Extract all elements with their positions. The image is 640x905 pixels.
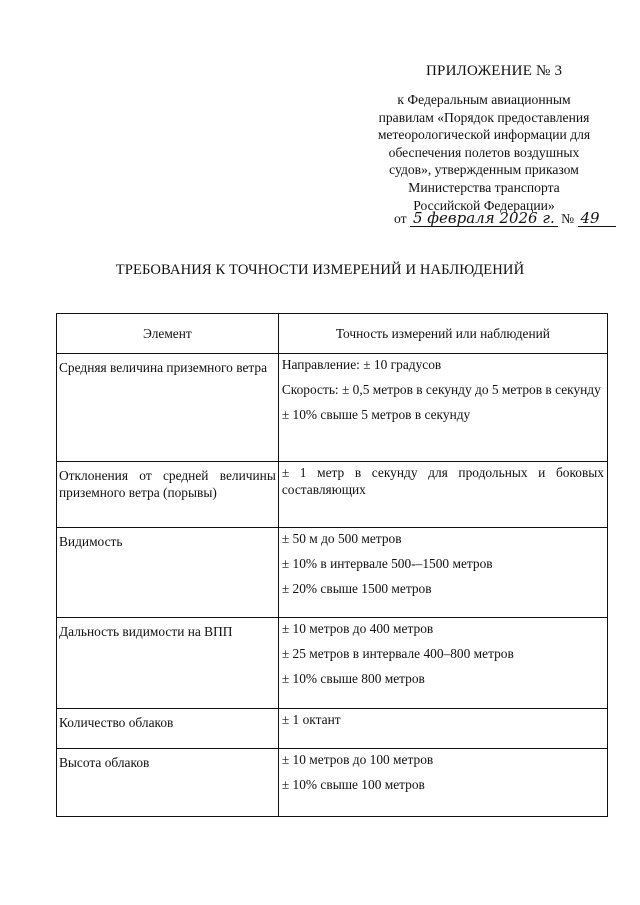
accuracy-cell	[278, 709, 607, 749]
accuracy-table	[56, 313, 608, 817]
accuracy-value: ± 10% в интервале 500-–1500 метров	[281, 556, 493, 571]
element-cell: Дальность видимости на ВПП	[57, 618, 279, 709]
from-prefix: от	[394, 211, 407, 226]
handwritten-date: 5 февраля 2026 г.	[410, 211, 558, 227]
accuracy-value: ± 10% свыше 100 метров	[281, 777, 425, 792]
handwritten-number: 49	[578, 211, 616, 227]
table-row	[57, 618, 608, 709]
appendix-title: ПРИЛОЖЕНИЕ № 3	[426, 63, 563, 79]
table-row	[57, 749, 608, 817]
accuracy-cell	[278, 618, 607, 709]
order-date-number	[394, 211, 616, 227]
appendix-line: метеорологической информации для	[377, 127, 591, 143]
element-cell: Количество облаков	[57, 709, 279, 749]
accuracy-cell	[278, 749, 607, 817]
appendix-reference	[360, 91, 608, 214]
table-row	[57, 528, 608, 618]
appendix-line: судов», утвержденным приказом	[389, 162, 579, 178]
document-title: ТРЕБОВАНИЯ К ТОЧНОСТИ ИЗМЕРЕНИЙ И НАБЛЮДЕНИЙ	[115, 262, 525, 278]
accuracy-value: ± 50 м до 500 метров	[281, 531, 402, 546]
element-cell: Средняя величина приземного ветра	[57, 354, 279, 462]
accuracy-cell	[278, 528, 607, 618]
element-cell: Видимость	[57, 528, 279, 618]
table-row	[57, 462, 608, 528]
accuracy-value: Направление: ± 10 градусов	[281, 357, 442, 372]
table-header-row	[57, 314, 608, 354]
appendix-line: правилам «Порядок предоставления	[378, 109, 590, 125]
accuracy-value: ± 10% свыше 800 метров	[281, 671, 425, 686]
table-row	[57, 709, 608, 749]
header-element: Элемент	[57, 314, 279, 354]
accuracy-cell	[278, 462, 607, 528]
accuracy-value: ± 20% свыше 1500 метров	[281, 581, 432, 596]
appendix-line: обеспечения полетов воздушных	[388, 144, 580, 160]
accuracy-value: ± 1 метр в секунду для продольных и боковых составляющих	[281, 465, 604, 497]
appendix-line: к Федеральным авиационным	[397, 92, 571, 107]
element-cell: Отклонения от средней величины приземного ветра (порывы)	[57, 462, 279, 528]
header-accuracy: Точность измерений или наблюдений	[278, 314, 607, 354]
appendix-line: Министерства транспорта	[408, 179, 560, 195]
number-prefix: №	[561, 211, 575, 226]
appendix-line: Российской Федерации»	[413, 197, 555, 213]
accuracy-value: ± 10 метров до 400 метров	[281, 621, 434, 636]
accuracy-value: ± 10% свыше 5 метров в секунду	[281, 407, 471, 422]
element-cell: Высота облаков	[57, 749, 279, 817]
accuracy-value: ± 10 метров до 100 метров	[281, 752, 434, 767]
accuracy-cell	[278, 354, 607, 462]
accuracy-value: Скорость: ± 0,5 метров в секунду до 5 метров в секунду	[281, 382, 601, 397]
table-row	[57, 354, 608, 462]
accuracy-value: ± 25 метров в интервале 400–800 метров	[281, 646, 514, 661]
accuracy-value: ± 1 октант	[281, 712, 341, 727]
